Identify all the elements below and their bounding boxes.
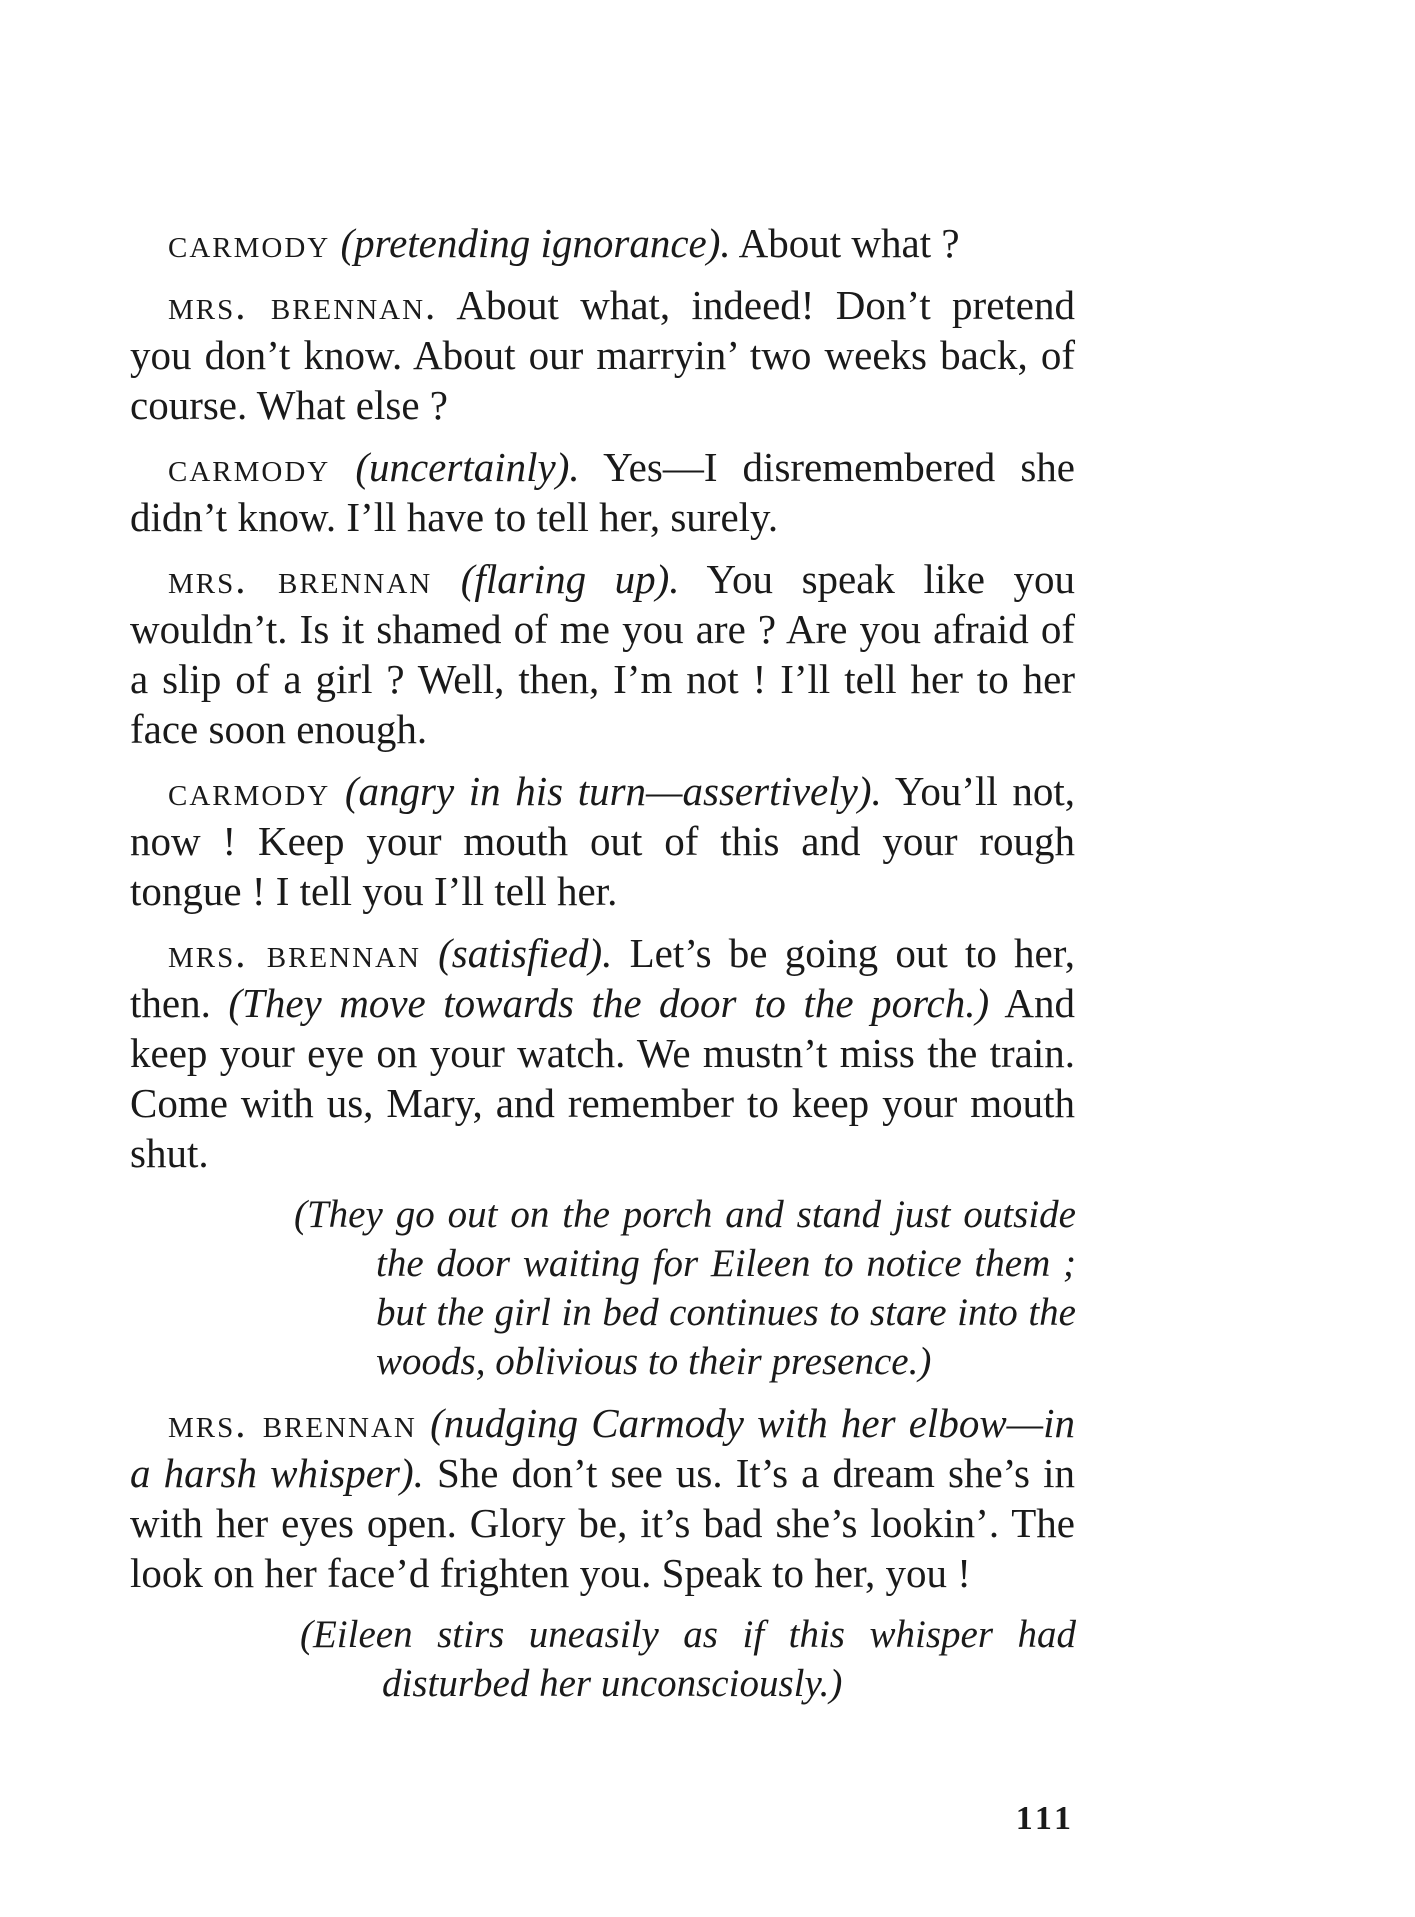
speaker-name: carmody <box>168 444 331 490</box>
dialogue-text: She don’t see us. It’s a dream she’s in with her eyes open. Glory be, it’s bad she’s lookin’. The look on her face’d frighten you. Speak to her, you ! <box>130 1450 1075 1596</box>
stage-direction-inline: (uncertainly). <box>355 444 580 490</box>
dialogue-line <box>130 280 1075 430</box>
dialogue-line <box>130 442 1075 542</box>
dialogue-line <box>130 766 1075 916</box>
speaker-name: mrs. brennan <box>168 556 433 602</box>
dialogue-text: About what, indeed! Don’t pretend you don’t know. About our marryin’ two weeks back, of course. What else ? <box>130 282 1075 428</box>
stage-direction-inline: (nudging Carmody with her elbow—in a harsh whisper). <box>130 1400 1076 1496</box>
stage-direction-inline: (flaring up). <box>460 556 680 602</box>
speaker-name: mrs. brennan <box>168 1400 417 1446</box>
speaker-name: carmody <box>168 220 331 266</box>
speaker-name: mrs. brennan <box>168 930 421 976</box>
stage-direction-inline: (satisfied). <box>438 930 613 976</box>
dialogue-text: Yes—I disremembered she didn’t know. I’ll have to tell her, surely. <box>130 444 1076 540</box>
dialogue-text: You speak like you wouldn’t. Is it shamed of me you are ? Are you afraid of a slip of a girl ? Well, then, I’m not ! I’ll tell her to her face soon enough. <box>130 556 1075 752</box>
dialogue-line <box>130 218 1075 268</box>
dialogue-text: Let’s be going out to her, then. <box>130 930 1076 1026</box>
page-number: 111 <box>1015 1800 1075 1837</box>
speaker-name: carmody <box>168 768 331 814</box>
page-body <box>130 218 1075 1720</box>
stage-direction-inline: (angry in his turn—assertively). <box>344 768 882 814</box>
dialogue-text: And keep your eye on your watch. We mustn’t miss the train. Come with us, Mary, and remember to keep your mouth shut. <box>130 980 1075 1176</box>
dialogue-line <box>130 928 1075 1178</box>
speaker-name: mrs. brennan. <box>168 282 438 328</box>
stage-direction-block: (Eileen stirs uneasily as if this whisper had disturbed her unconsciously.) <box>300 1613 1076 1705</box>
stage-direction-inline: (They move towards the door to the porch.) <box>228 980 990 1026</box>
dialogue-line <box>130 554 1075 754</box>
dialogue-line <box>130 1398 1075 1598</box>
stage-direction-inline: (pretending ignorance). <box>340 220 731 266</box>
dialogue-text: About what ? <box>730 220 960 266</box>
stage-direction-block: (They go out on the porch and stand just outside the door waiting for Eileen to notice them ; but the girl in bed continues to stare into the woods, oblivious to their presence.) <box>294 1193 1076 1383</box>
dialogue-text: You’ll not, now ! Keep your mouth out of this and your rough tongue ! I tell you I’ll tell her. <box>130 768 1076 914</box>
